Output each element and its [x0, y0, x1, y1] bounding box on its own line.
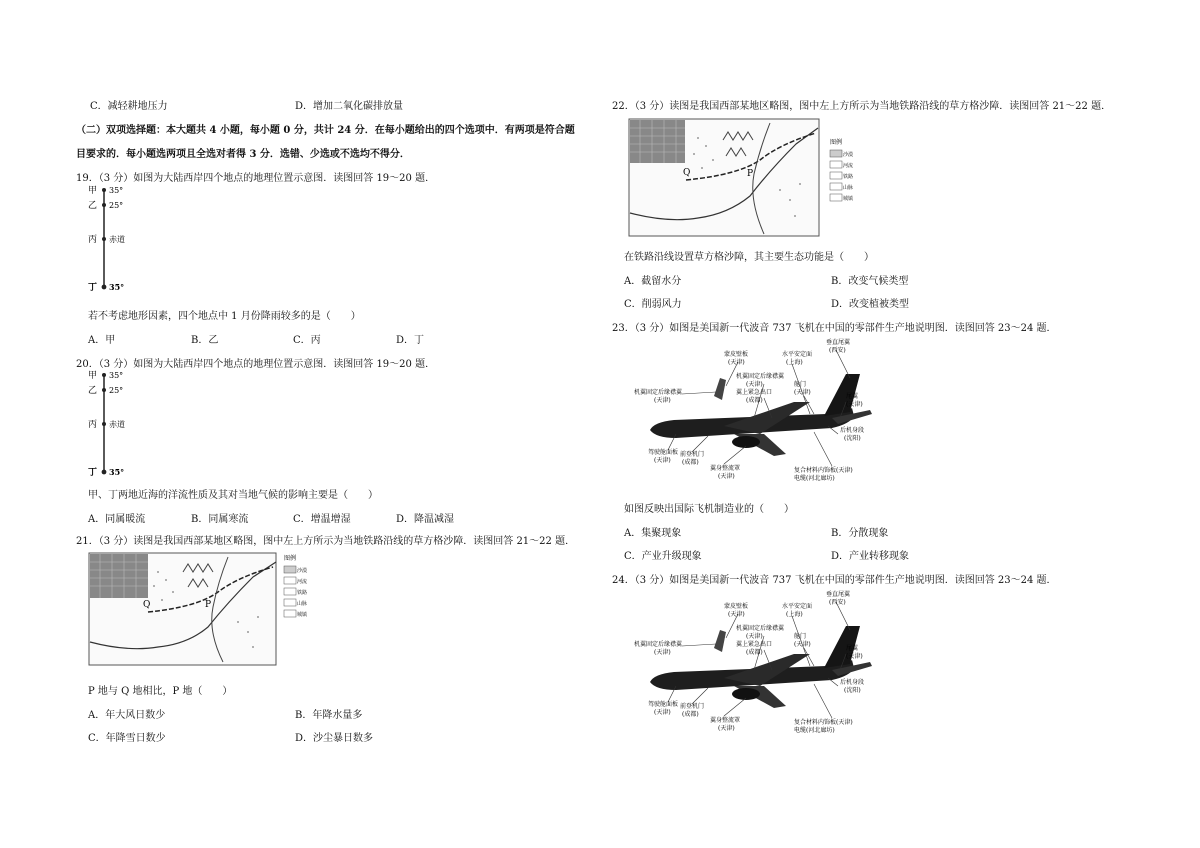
label-wing-fairing: 翼身整流罩 — [710, 465, 741, 472]
label-tail-city: (天津) — [846, 653, 863, 660]
q20-question: 甲、丁两地近海的洋流性质及其对当地气候的影响主要是（ ） — [88, 490, 378, 501]
q23-option-a[interactable]: A．集聚现象 — [624, 528, 682, 539]
label-cabin-door: 舱门 — [794, 633, 807, 640]
q19-option-a[interactable]: A．甲 — [88, 335, 116, 346]
left-winglet — [714, 630, 726, 652]
label-vertical-fin-city: (西安) — [829, 347, 846, 354]
label-vertical-fin: 垂直尾翼 — [826, 591, 851, 598]
label-trailing-flap-left-city: (天津) — [654, 397, 671, 404]
label-p: P — [205, 600, 212, 610]
legend-railway: 铁路 — [843, 174, 854, 180]
label-overwing-exit: 翼上紧急出口 — [736, 641, 773, 648]
q22-option-a[interactable]: A．截留水分 — [624, 276, 682, 287]
q24-plane-diagram — [614, 590, 884, 740]
label-horizontal-stabilizer-city: (上海) — [786, 611, 803, 618]
label-rear-fuselage-city: (沈阳) — [844, 435, 861, 442]
point-ding — [102, 285, 107, 290]
q24-stem: 24．（3 分）如图是美国新一代波音 737 飞机在中国的零部件生产地说明图．读图回答 23～24 题． — [612, 575, 1057, 586]
label-overwing-exit: 翼上紧急出口 — [736, 389, 773, 396]
label-horizontal-stabilizer: 水平安定面 — [782, 351, 813, 358]
label-rear-fuselage: 后机身段 — [840, 427, 865, 434]
q21-option-d[interactable]: D．沙尘暴日数多 — [295, 733, 374, 744]
section2-header-line2: 目要求的．每小题选两项且全选对者得 3 分．选错、少选或不选均不得分． — [76, 149, 410, 160]
sand-barrier-photo — [90, 554, 148, 598]
q20-option-c[interactable]: C．增温增湿 — [293, 514, 351, 525]
label-cable: 电缆(河北廊坊) — [794, 727, 835, 734]
label-rear-fuselage-city: (沈阳) — [844, 687, 861, 694]
label-bing: 丙 — [88, 420, 98, 430]
label-overwing-exit-city: (成都) — [746, 649, 763, 656]
q19-option-b[interactable]: B．乙 — [191, 335, 219, 346]
label-35s: 35° — [109, 467, 125, 477]
legend-town: 城镇 — [297, 612, 308, 618]
label-skin-panel: 蒙皮壁板 — [724, 351, 749, 358]
legend-desert: 沙漠 — [297, 568, 308, 574]
q22-region-map — [628, 118, 858, 238]
q22-stem: 22．（3 分）读图是我国西部某地区略图，图中左上方所示为当地铁路沿线的草方格沙障．读图回答 21～22 题． — [612, 101, 1112, 112]
label-cable: 电缆(河北廊坊) — [794, 475, 835, 482]
label-25n: 25° — [109, 201, 124, 210]
q19-latitude-figure — [86, 183, 166, 298]
label-trailing-flap-left: 机翼固定后缘襟翼 — [634, 641, 683, 648]
label-tail: 尾翼 — [846, 645, 859, 652]
label-skin-panel-city: (天津) — [728, 359, 745, 366]
label-jia: 甲 — [88, 371, 98, 381]
label-ding: 丁 — [88, 468, 98, 478]
label-q: Q — [143, 600, 151, 610]
label-p: P — [747, 169, 754, 179]
q21-option-a[interactable]: A．年大风日数少 — [88, 710, 166, 721]
label-tail: 尾翼 — [846, 393, 859, 400]
point-jia — [102, 373, 106, 377]
q21-stem: 21．（3 分）读图是我国西部某地区略图，图中左上方所示为当地铁路沿线的草方格沙障．读图回答 21～22 题． — [76, 536, 576, 547]
label-bing: 丙 — [88, 235, 98, 245]
label-trailing-flap-left-city: (天津) — [654, 649, 671, 656]
label-equator: 赤道 — [109, 235, 125, 244]
label-35s: 35° — [109, 282, 125, 292]
q21-question: P 地与 Q 地相比，P 地（ ） — [88, 686, 233, 697]
label-trailing-flap-city: (天津) — [746, 381, 763, 388]
label-trailing-flap-city: (天津) — [746, 633, 763, 640]
label-cabin-door: 舱门 — [794, 381, 807, 388]
point-yi — [102, 388, 106, 392]
q23-question: 如图反映出国际飞机制造业的（ ） — [624, 504, 794, 515]
q23-plane-diagram — [614, 338, 884, 488]
q22-option-b[interactable]: B．改变气候类型 — [831, 276, 909, 287]
q23-stem: 23．（3 分）如图是美国新一代波音 737 飞机在中国的零部件生产地说明图．读图回答 23～24 题． — [612, 323, 1057, 334]
legend-river: 河流 — [297, 579, 308, 585]
label-35n: 35° — [109, 186, 124, 195]
left-winglet — [714, 378, 726, 400]
q19-question: 若不考虑地形因素，四个地点中 1 月份降雨较多的是（ ） — [88, 311, 361, 322]
label-cabin-door-city: (天津) — [794, 389, 811, 396]
label-front-door-city: (成都) — [682, 459, 699, 466]
q19-stem: 19．（3 分）如图为大陆西岸四个地点的地理位置示意图．读图回答 19～20 题． — [76, 173, 436, 184]
label-trailing-flap: 机翼固定后缘襟翼 — [736, 373, 785, 380]
label-wing-fairing: 翼身整流罩 — [710, 717, 741, 724]
label-cockpit-panel: 驾驶舱面板 — [648, 701, 679, 708]
label-horizontal-stabilizer-city: (上海) — [786, 359, 803, 366]
point-bing — [102, 422, 106, 426]
label-overwing-exit-city: (成都) — [746, 397, 763, 404]
q19-option-d[interactable]: D．丁 — [396, 335, 425, 346]
label-cockpit-panel: 驾驶舱面板 — [648, 449, 679, 456]
legend-mountain: 山脉 — [843, 185, 854, 191]
legend-mountain: 山脉 — [297, 601, 308, 607]
q23-option-d[interactable]: D．产业转移现象 — [831, 551, 910, 562]
label-25n: 25° — [109, 386, 124, 395]
label-skin-panel: 蒙皮壁板 — [724, 603, 749, 610]
label-cabin-door-city: (天津) — [794, 641, 811, 648]
label-trailing-flap: 机翼固定后缘襟翼 — [736, 625, 785, 632]
q21-region-map — [88, 552, 308, 667]
q18-option-c: C．减轻耕地压力 — [90, 101, 168, 112]
point-yi — [102, 203, 106, 207]
q23-option-b[interactable]: B．分散现象 — [831, 528, 889, 539]
q20-option-a[interactable]: A．同属暖流 — [88, 514, 146, 525]
q18-option-d: D．增加二氧化碳排放量 — [295, 101, 404, 112]
point-bing — [102, 237, 106, 241]
label-tail-city: (天津) — [846, 401, 863, 408]
legend-railway: 铁路 — [297, 590, 308, 596]
q20-latitude-figure — [86, 368, 166, 483]
label-35n: 35° — [109, 371, 124, 380]
q19-option-c[interactable]: C．丙 — [293, 335, 321, 346]
label-equator: 赤道 — [109, 420, 125, 429]
label-wing-fairing-city: (天津) — [718, 473, 735, 480]
label-vertical-fin-city: (西安) — [829, 599, 846, 606]
q20-option-b[interactable]: B．同属寒流 — [191, 514, 249, 525]
q20-option-d[interactable]: D．降温减湿 — [396, 514, 455, 525]
legend-title: 图例 — [830, 139, 843, 146]
q22-option-c[interactable]: C．削弱风力 — [624, 299, 682, 310]
label-yi: 乙 — [88, 201, 98, 211]
label-horizontal-stabilizer: 水平安定面 — [782, 603, 813, 610]
label-trailing-flap-left: 机翼固定后缘襟翼 — [634, 389, 683, 396]
label-yi: 乙 — [88, 386, 98, 396]
q20-stem: 20．（3 分）如图为大陆西岸四个地点的地理位置示意图．读图回答 19～20 题． — [76, 359, 436, 370]
legend-town: 城镇 — [843, 196, 854, 202]
label-rear-fuselage: 后机身段 — [840, 679, 865, 686]
q22-question: 在铁路沿线设置草方格沙障，其主要生态功能是（ ） — [624, 252, 874, 263]
label-wing-fairing-city: (天津) — [718, 725, 735, 732]
label-front-door: 前登机门 — [680, 451, 705, 458]
q21-option-b[interactable]: B．年降水量多 — [295, 710, 363, 721]
q22-option-d[interactable]: D．改变植被类型 — [831, 299, 910, 310]
label-front-door: 前登机门 — [680, 703, 705, 710]
point-jia — [102, 188, 106, 192]
legend-title: 图例 — [284, 555, 297, 562]
section2-header-line1: （二）双项选择题：本大题共 4 小题，每小题 0 分，共计 24 分．在每小题给出的四个选项中．有两项是符合题 — [76, 125, 575, 136]
label-skin-panel-city: (天津) — [728, 611, 745, 618]
label-ding: 丁 — [88, 283, 98, 293]
label-cockpit-panel-city: (天津) — [654, 457, 671, 464]
sand-barrier-photo — [630, 120, 685, 163]
q21-option-c[interactable]: C．年降雪日数少 — [88, 733, 166, 744]
label-composite-panel: 复合材料内饰板(天津) — [794, 719, 853, 726]
label-front-door-city: (成都) — [682, 711, 699, 718]
point-ding — [102, 470, 107, 475]
label-vertical-fin: 垂直尾翼 — [826, 339, 851, 346]
label-jia: 甲 — [88, 186, 98, 196]
legend-river: 河流 — [843, 163, 854, 169]
label-composite-panel: 复合材料内饰板(天津) — [794, 467, 853, 474]
q23-option-c[interactable]: C．产业升级现象 — [624, 551, 702, 562]
label-cockpit-panel-city: (天津) — [654, 709, 671, 716]
label-q: Q — [683, 168, 691, 178]
legend-desert: 沙漠 — [843, 152, 854, 158]
